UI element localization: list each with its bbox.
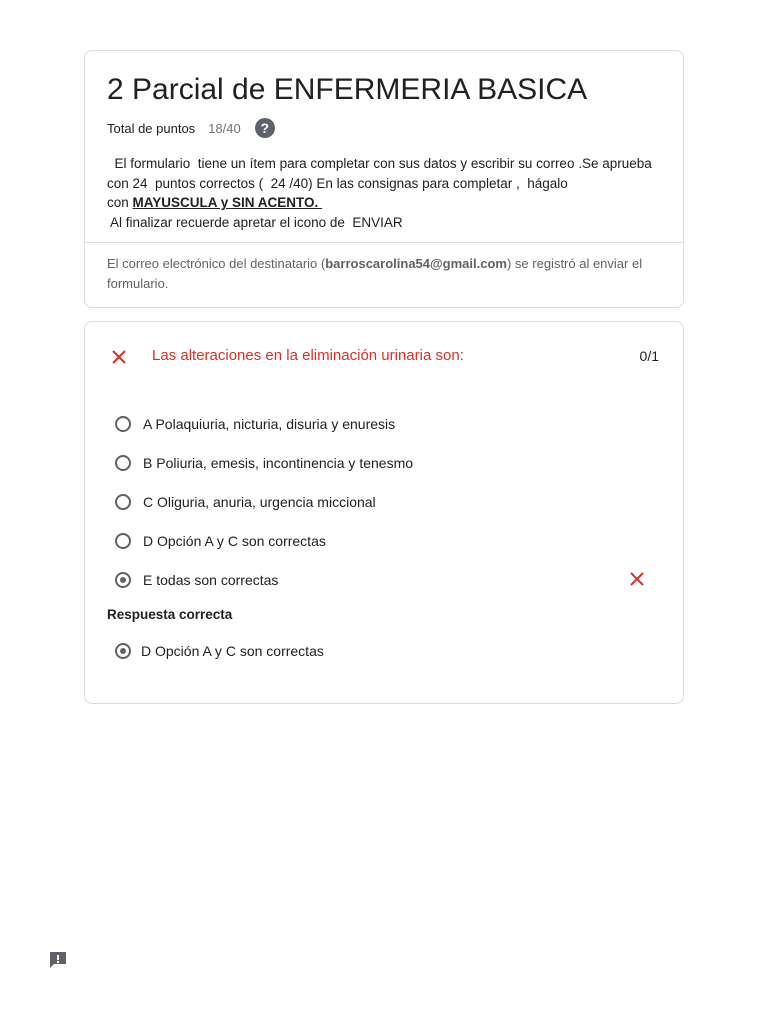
radio-button[interactable]	[115, 494, 131, 510]
option-label: E todas son correctas	[143, 571, 279, 588]
correct-answer-label: D Opción A y C son correctas	[141, 643, 324, 659]
recipient-email: barroscarolina54@gmail.com	[325, 256, 507, 271]
score-row	[107, 117, 275, 139]
radio-button[interactable]	[115, 533, 131, 549]
correct-answer	[115, 636, 324, 666]
question-title: Las alteraciones en la eliminación urinaria son:	[152, 347, 464, 364]
feedback-icon[interactable]	[48, 950, 68, 970]
radio-button-selected[interactable]	[115, 572, 131, 588]
option-label: C Oliguria, anuria, urgencia miccional	[143, 493, 376, 510]
description-line: El formulario tiene un ítem para completar con sus datos y escribir su correo .Se aprueba	[107, 156, 652, 171]
description-line: Al finalizar recuerde apretar el icono de ENVIAR	[107, 214, 403, 230]
radio-button-selected	[115, 643, 131, 659]
help-circle-icon[interactable]: ?	[255, 118, 275, 138]
score-value: 18/40	[208, 120, 241, 136]
radio-button[interactable]	[115, 455, 131, 471]
option-b[interactable]	[115, 444, 665, 483]
description-line	[107, 193, 667, 213]
option-e[interactable]	[115, 560, 665, 599]
header-divider	[85, 242, 683, 243]
score-label: Total de puntos	[107, 120, 196, 136]
options-list	[115, 405, 665, 599]
close-icon	[629, 571, 645, 587]
email-note-suffix: ) se registró al enviar el formulario.	[107, 256, 643, 291]
email-note-prefix: El correo electrónico del destinatario (	[107, 256, 326, 271]
option-a[interactable]	[115, 405, 665, 444]
option-label: B Poliuria, emesis, incontinencia y tenesmo	[143, 455, 414, 472]
question-points: 0/1	[639, 348, 659, 364]
option-d[interactable]	[115, 521, 665, 560]
description-line: con 24 puntos correctos ( 24 /40) En las consignas para completar , hágalo	[107, 175, 568, 191]
form-title: 2 Parcial de ENFERMERIA BASICA	[107, 73, 588, 106]
option-label: A Polaquiuria, nicturia, disuria y enuresis	[143, 416, 396, 433]
question-card	[84, 321, 684, 704]
form-description	[107, 154, 667, 232]
close-icon	[111, 349, 127, 365]
radio-button[interactable]	[115, 416, 131, 432]
correct-answer-heading: Respuesta correcta	[107, 607, 233, 622]
option-c[interactable]	[115, 483, 665, 522]
description-prefix: con	[107, 195, 133, 210]
email-note	[107, 254, 667, 293]
option-label: D Opción A y C son correctas	[143, 532, 326, 549]
description-emphasis: MAYUSCULA y SIN ACENTO.	[132, 195, 323, 210]
form-header-card	[84, 50, 684, 308]
